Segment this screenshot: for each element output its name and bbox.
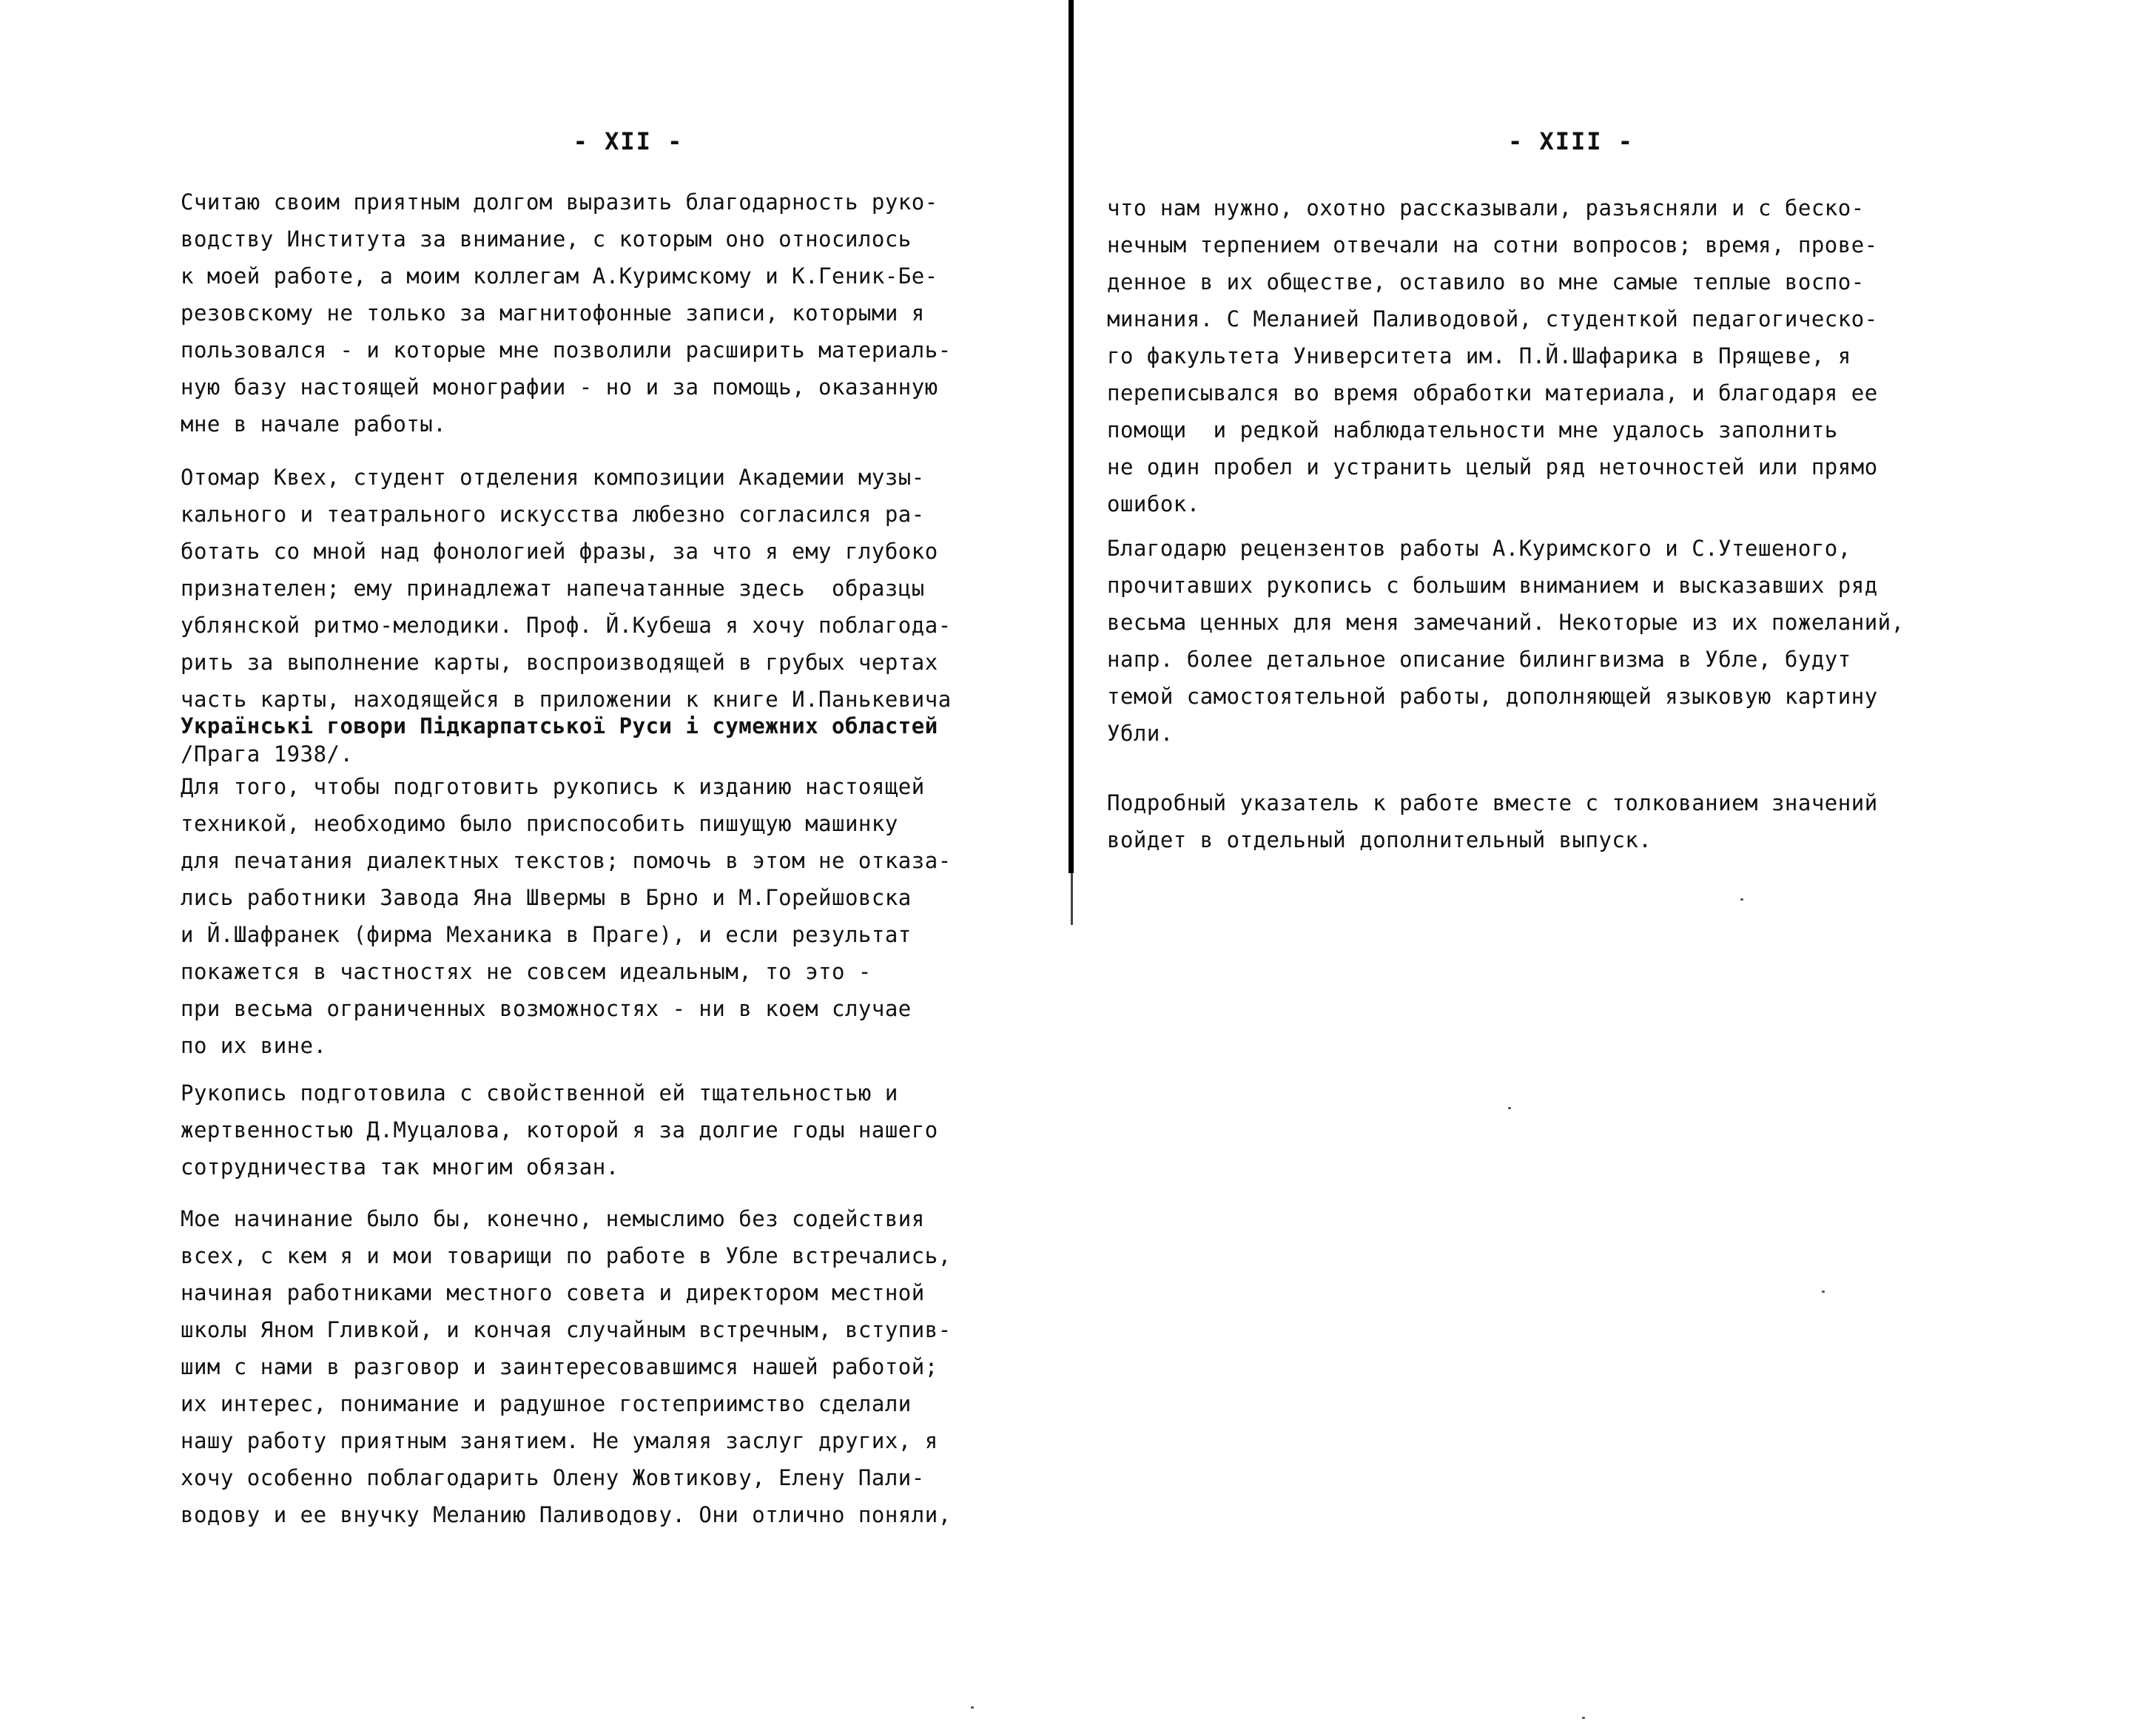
paragraph-index-note xyxy=(1107,784,1878,858)
scan-speck xyxy=(1822,1291,1825,1293)
text-line: водову и ее внучку Меланию Паливодову. Они отлично поняли, xyxy=(181,1502,952,1527)
text-line: хочу особенно поблагодарить Олену Жовтикову, Елену Пали- xyxy=(181,1465,925,1490)
book-citation xyxy=(181,712,938,768)
paragraph-acknowledgement-ubla xyxy=(181,1200,952,1533)
text-line: нашу работу приятным занятием. Не умаляя заслуг других, я xyxy=(181,1428,938,1453)
text-line: Отомар Квех, студент отделения композиции Академии музы- xyxy=(181,465,925,490)
text-line: ную базу настоящей монографии - но и за помощь, оказанную xyxy=(181,374,938,400)
text-line: водству Института за внимание, с которым оно относилось xyxy=(181,226,912,252)
paragraph-acknowledgement-typewriter xyxy=(181,768,952,1064)
right-page xyxy=(1107,0,2035,1736)
text-line: часть карты, находящейся в приложении к книге И.Панькевича xyxy=(181,687,952,712)
text-line: денное в их обществе, оставило во мне самые теплые воспо- xyxy=(1107,269,1865,295)
text-line: лись работники Завода Яна Швермы в Брно и М.Горейшовска xyxy=(181,885,912,910)
paragraph-continued-acknowledgement xyxy=(1107,189,1878,522)
text-line: школы Яном Гливкой, и кончая случайным встречным, вступив- xyxy=(181,1317,952,1342)
text-line: мне в начале работы. xyxy=(181,411,447,437)
text-line: темой самостоятельной работы, дополняющей языковую картину xyxy=(1107,684,1878,709)
text-line: минания. С Меланией Паливодовой, студенткой педагогическо- xyxy=(1107,306,1878,332)
text-line: Убли. xyxy=(1107,721,1174,746)
page-number-left: - XII - xyxy=(573,127,684,155)
page-number-right: - XIII - xyxy=(1507,127,1635,155)
text-line: пользовался - и которые мне позволили расширить материаль- xyxy=(181,337,952,363)
paragraph-acknowledgement-reviewers xyxy=(1107,530,1905,752)
text-line: к моей работе, а моим коллегам А.Куримскому и К.Геник-Бе- xyxy=(181,263,938,289)
text-line: начиная работниками местного совета и директором местной xyxy=(181,1280,925,1305)
text-line: войдет в отдельный дополнительный выпуск. xyxy=(1107,827,1652,852)
text-line: ошибок. xyxy=(1107,491,1200,517)
text-line: прочитавших рукопись с большим вниманием и высказавших ряд xyxy=(1107,573,1878,598)
text-line: кального и театрального искусства любезно согласился ра- xyxy=(181,502,925,527)
text-line: ботать со мной над фонологией фразы, за что я ему глубоко xyxy=(181,539,938,564)
text-line: признателен; ему принадлежат напечатанные здесь образцы xyxy=(181,576,925,601)
scan-speck xyxy=(971,1706,974,1709)
text-line: рить за выполнение карты, воспроизводящей в грубых чертах xyxy=(181,650,938,675)
text-line: покажется в частностях не совсем идеальным, то это - xyxy=(181,959,872,984)
text-line: Считаю своим приятным долгом выразить благодарность руко- xyxy=(181,189,938,215)
text-line: резовскому не только за магнитофонные записи, которыми я xyxy=(181,300,925,326)
text-line: Мое начинание было бы, конечно, немыслимо без содействия xyxy=(181,1206,925,1231)
text-line: нечным терпением отвечали на сотни вопросов; время, прове- xyxy=(1107,232,1878,258)
text-line: для печатания диалектных текстов; помочь в этом не отказа- xyxy=(181,848,952,873)
left-page xyxy=(181,0,1076,1736)
citation-place: /Прага 1938/. xyxy=(181,741,354,767)
text-line: их интерес, понимание и радушное гостеприимство сделали xyxy=(181,1391,912,1416)
text-line: переписывался во время обработки материала, и благодаря ее xyxy=(1107,380,1878,406)
scan-speck xyxy=(1508,1107,1511,1109)
text-line: Подробный указатель к работе вместе с толкованием значений xyxy=(1107,790,1878,815)
text-line: при весьма ограниченных возможностях - ни в коем случае xyxy=(181,996,912,1021)
text-line: Рукопись подготовила с свойственной ей тщательностью и xyxy=(181,1080,898,1106)
text-line: Для того, чтобы подготовить рукопись к изданию настоящей xyxy=(181,774,925,799)
text-line: напр. более детальное описание билингвизма в Убле, будут xyxy=(1107,647,1851,672)
text-line: жертвенностью Д.Муцалова, которой я за долгие годы нашего xyxy=(181,1117,938,1143)
text-line: и Й.Шафранек (фирма Механика в Праге), и если результат xyxy=(181,922,912,947)
text-line: всех, с кем я и мои товарищи по работе в Убле встречались, xyxy=(181,1243,952,1268)
paragraph-acknowledgement-kveh xyxy=(181,459,952,718)
text-line: не один пробел и устранить целый ряд неточностей или прямо xyxy=(1107,454,1878,480)
scan-speck xyxy=(1582,1717,1585,1719)
text-line: Благодарю рецензентов работы А.Куримского и С.Утешеного, xyxy=(1107,536,1851,561)
text-line: сотрудничества так многим обязан. xyxy=(181,1154,619,1180)
text-line: по их вине. xyxy=(181,1033,327,1058)
text-line: техникой, необходимо было приспособить пишущую машинку xyxy=(181,811,898,836)
text-line: го факультета Университета им. П.Й.Шафарика в Прящеве, я xyxy=(1107,343,1851,369)
text-line: ублянской ритмо-мелодики. Проф. Й.Кубеша я хочу поблагода- xyxy=(181,613,952,638)
citation-title: Українські говори Підкарпатської Руси і сумежних областей xyxy=(181,713,938,739)
paragraph-acknowledgement-institute xyxy=(181,184,952,443)
text-line: что нам нужно, охотно рассказывали, разъясняли и с беско- xyxy=(1107,195,1865,221)
text-line: шим с нами в разговор и заинтересовавшимся нашей работой; xyxy=(181,1354,938,1379)
paragraph-acknowledgement-manuscript xyxy=(181,1074,938,1185)
scan-speck xyxy=(1740,898,1743,901)
text-line: весьма ценных для меня замечаний. Некоторые из их пожеланий, xyxy=(1107,610,1905,635)
text-line: помощи и редкой наблюдательности мне удалось заполнить xyxy=(1107,417,1838,443)
